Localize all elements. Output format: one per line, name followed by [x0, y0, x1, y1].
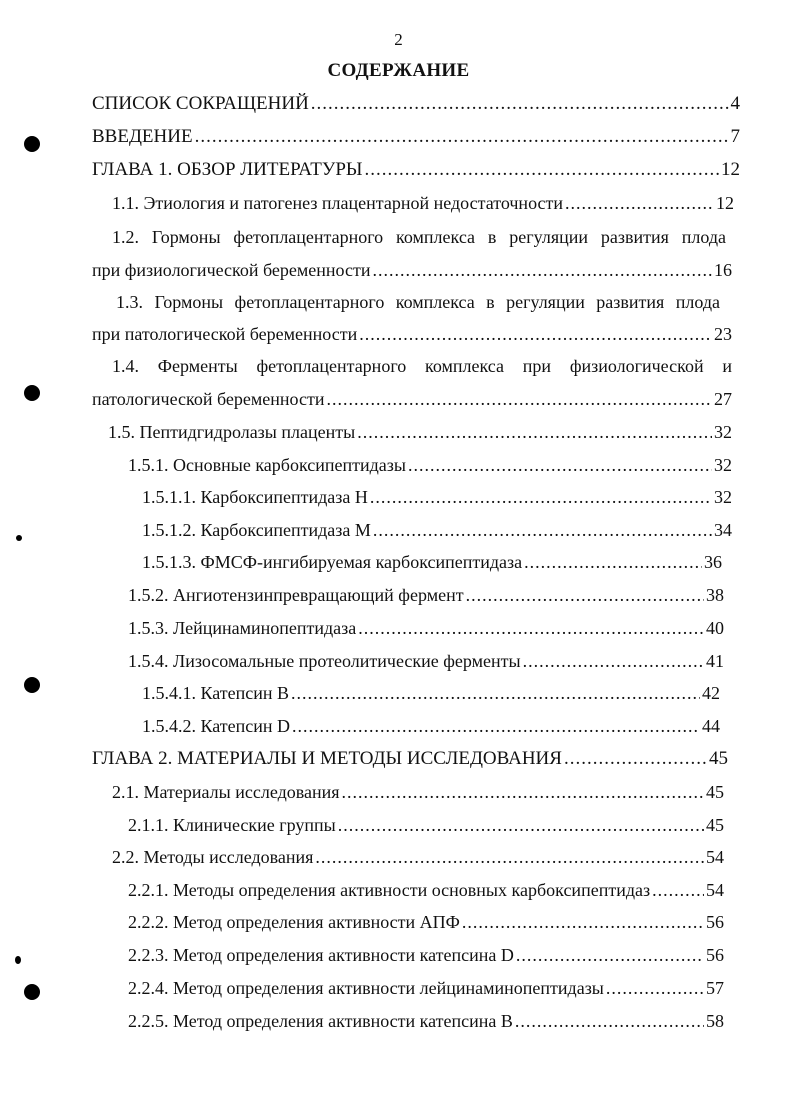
toc-entry-1-5[interactable] [108, 421, 732, 443]
toc-entry-page: 32 [714, 422, 732, 442]
binder-hole-mark [15, 956, 21, 964]
toc-entry-page: 36 [704, 552, 722, 572]
toc-entry-1-5-1[interactable] [128, 454, 732, 476]
toc-entry-1-5-1-3[interactable] [142, 551, 722, 573]
toc-entry-abbreviations[interactable] [92, 93, 740, 115]
toc-entry-page: 32 [714, 455, 732, 475]
toc-entry-title: 1.5.1.2. Карбоксипептидаза М [142, 520, 371, 540]
toc-entry-1-2-line1[interactable]: 1.2. Гормоны фетоплацентарного комплекса в регуляции развития плода [112, 227, 726, 247]
toc-entry-title: 1.1. Этиология и патогенез плацентарной недостаточности [112, 193, 564, 213]
toc-entry-page: 40 [706, 618, 724, 638]
toc-entry-title: 2.2.3. Метод определения активности катепсина D [128, 945, 514, 965]
toc-entry-2-2[interactable] [112, 846, 724, 868]
toc-entry-1-4-line1[interactable]: 1.4. Ферменты фетоплацентарного комплекса при физиологической и [112, 356, 732, 376]
toc-entry-2-2-4[interactable] [128, 977, 724, 999]
toc-entry-page: 34 [714, 520, 732, 540]
binder-hole-mark [24, 136, 40, 152]
toc-entry-1-5-1-2[interactable] [142, 519, 732, 541]
toc-entry-title: 2.2.2. Метод определения активности АПФ [128, 912, 460, 932]
toc-entry-1-5-3[interactable] [128, 617, 724, 639]
toc-entry-1-1[interactable] [112, 192, 734, 214]
toc-entry-page: 56 [706, 945, 724, 965]
toc-entry-page: 58 [706, 1011, 724, 1031]
toc-entry-1-3[interactable] [92, 323, 732, 345]
toc-entry-page: 45 [709, 748, 728, 769]
toc-entry-1-5-1-1[interactable] [142, 486, 732, 508]
toc-entry-title: при физиологической беременности [92, 260, 371, 280]
toc-entry-1-5-4[interactable] [128, 650, 724, 672]
toc-entry-title: 2.1.1. Клинические группы [128, 815, 336, 835]
toc-entry-page: 45 [706, 782, 724, 802]
toc-entry-title: 2.2.4. Метод определения активности лейцинаминопептидазы [128, 978, 604, 998]
toc-entry-page: 32 [714, 487, 732, 507]
toc-entry-title: 1.5.4.2. Катепсин D [142, 716, 291, 736]
toc-entry-page: 54 [706, 847, 724, 867]
toc-entry-title: 1.5.1.3. ФМСФ-ингибируемая карбоксипептидаза [142, 552, 523, 572]
toc-entry-page: 23 [714, 324, 732, 344]
toc-entry-2-1-1[interactable] [128, 814, 724, 836]
toc-entry-title: СПИСОК СОКРАЩЕНИЙ [92, 93, 309, 114]
toc-entry-title: 2.2.1. Методы определения активности основных карбоксипептидаз [128, 880, 651, 900]
toc-entry-chapter-1[interactable] [92, 159, 740, 181]
toc-entry-title: ГЛАВА 2. МАТЕРИАЛЫ И МЕТОДЫ ИССЛЕДОВАНИЯ [92, 748, 562, 769]
toc-entry-2-2-3[interactable] [128, 944, 724, 966]
toc-entry-title: 1.5.1.1. Карбоксипептидаза Н [142, 487, 368, 507]
toc-entry-page: 12 [716, 193, 734, 213]
toc-entry-title: 1.5.3. Лейцинаминопептидаза [128, 618, 357, 638]
toc-entry-page: 16 [714, 260, 732, 280]
toc-entry-title: 1.5.2. Ангиотензинпревращающий фермент [128, 585, 464, 605]
toc-entry-title: патологической беременности [92, 389, 325, 409]
page-number: 2 [394, 30, 403, 49]
toc-entry-page: 56 [706, 912, 724, 932]
toc-entry-2-2-2[interactable] [128, 911, 724, 933]
toc-entry-page: 38 [706, 585, 724, 605]
toc-entry-chapter-2[interactable] [92, 748, 728, 770]
toc-entry-introduction[interactable] [92, 126, 740, 148]
toc-entry-1-5-4-2[interactable] [142, 715, 720, 737]
toc-entry-page: 57 [706, 978, 724, 998]
toc-entry-title: 1.5.4. Лизосомальные протеолитические ферменты [128, 651, 521, 671]
binder-hole-mark [16, 535, 22, 541]
toc-entry-title: при патологической беременности [92, 324, 358, 344]
toc-entry-title: 2.2.5. Метод определения активности катепсина В [128, 1011, 513, 1031]
toc-entry-title: 1.5.1. Основные карбоксипептидазы [128, 455, 406, 475]
toc-entry-page: 41 [706, 651, 724, 671]
toc-entry-page: 42 [702, 683, 720, 703]
toc-entry-page: 12 [721, 159, 740, 180]
toc-entry-1-5-2[interactable] [128, 584, 724, 606]
toc-entry-title: 2.2. Методы исследования [112, 847, 314, 867]
binder-hole-mark [24, 984, 40, 1000]
toc-entry-title: ВВЕДЕНИЕ [92, 126, 193, 147]
toc-entry-2-2-5[interactable] [128, 1010, 724, 1032]
toc-entry-1-5-4-1[interactable] [142, 682, 720, 704]
toc-entry-title: 1.5.4.1. Катепсин В [142, 683, 290, 703]
binder-hole-mark [24, 385, 40, 401]
toc-entry-page: 54 [706, 880, 724, 900]
toc-entry-title: ГЛАВА 1. ОБЗОР ЛИТЕРАТУРЫ [92, 159, 363, 180]
toc-entry-page: 45 [706, 815, 724, 835]
toc-entry-2-1[interactable] [112, 781, 724, 803]
binder-hole-mark [24, 677, 40, 693]
toc-entry-page: 7 [730, 126, 740, 147]
toc-entry-1-4[interactable] [92, 388, 732, 410]
toc-entry-title: 1.5. Пептидгидролазы плаценты [108, 422, 356, 442]
toc-entry-1-3-line1[interactable]: 1.3. Гормоны фетоплацентарного комплекса в регуляции развития плода [116, 292, 720, 312]
page-title: СОДЕРЖАНИЕ [327, 60, 470, 81]
toc-entry-1-2[interactable] [92, 259, 732, 281]
toc-entry-page: 44 [702, 716, 720, 736]
toc-entry-page: 4 [730, 93, 740, 114]
toc-entry-title: 2.1. Материалы исследования [112, 782, 340, 802]
toc-entry-2-2-1[interactable] [128, 879, 724, 901]
toc-entry-page: 27 [714, 389, 732, 409]
